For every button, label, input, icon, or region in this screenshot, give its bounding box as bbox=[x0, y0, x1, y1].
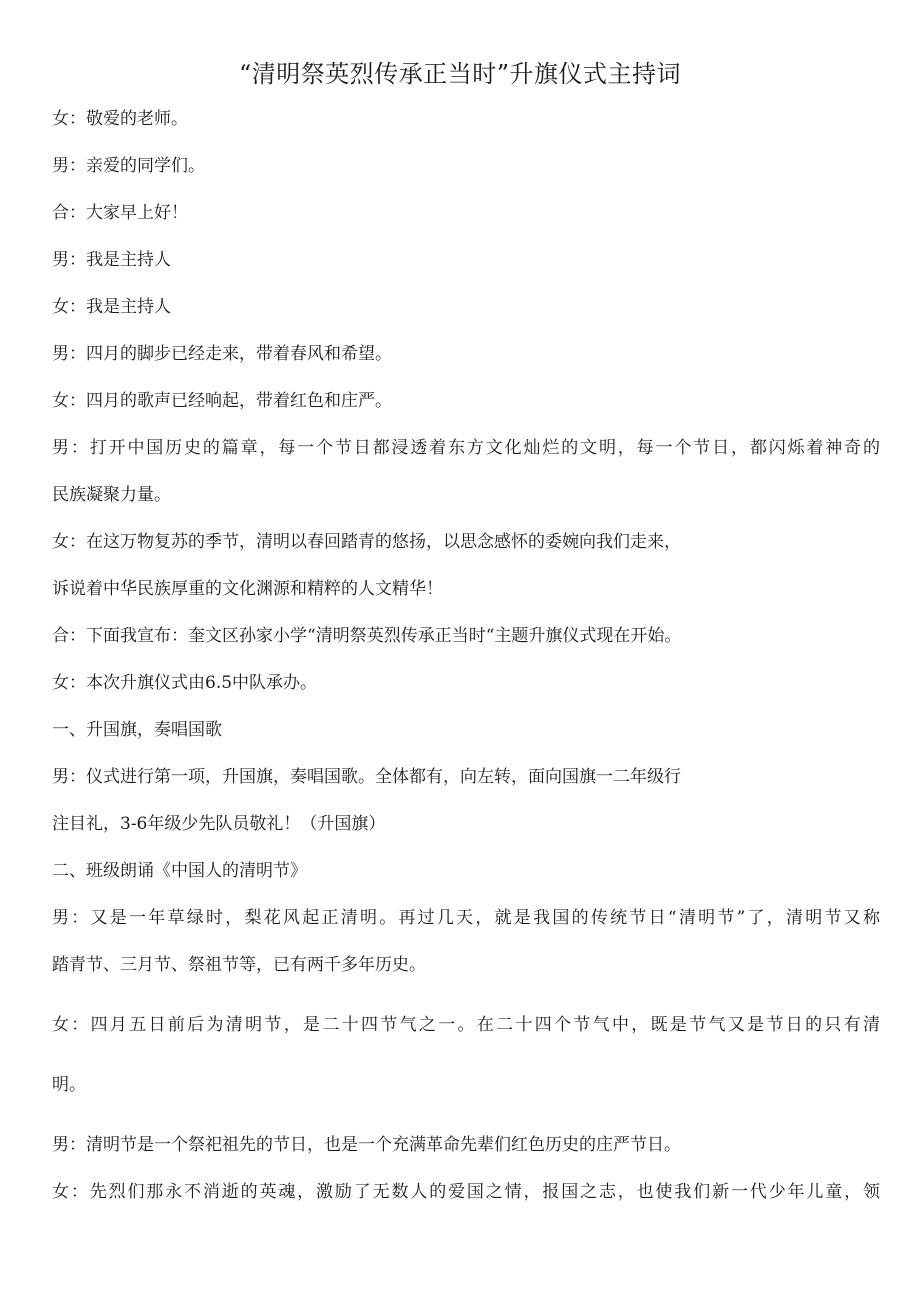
paragraph-line: 合：下面我宣布：奎文区孙家小学“清明祭英烈传承正当时“主题升旗仪式现在开始。 bbox=[52, 626, 682, 646]
document-body bbox=[52, 104, 880, 1224]
paragraph-line: 男：又是一年草绿时，梨花风起正清明。再过几天，就是我国的传统节日“清明节”了，清明节又称 bbox=[52, 908, 880, 928]
paragraph-line: 女：我是主持人 bbox=[52, 297, 171, 317]
paragraph-line: 合：大家早上好！ bbox=[52, 203, 188, 223]
paragraph-line: 女：四月五日前后为清明节，是二十四节气之一。在二十四个节气中，既是节气又是节日的只有清 bbox=[52, 1015, 880, 1035]
paragraph-line: 女：本次升旗仪式由6.5中队承办。 bbox=[52, 673, 318, 693]
paragraph-line: 民族凝聚力量。 bbox=[52, 485, 171, 505]
paragraph-line: 女：先烈们那永不消逝的英魂，激励了无数人的爱国之情，报国之志，也使我们新一代少年儿童，领 bbox=[52, 1182, 880, 1202]
paragraph-line: 女：在这万物复苏的季节，清明以春回踏青的悠扬，以思念感怀的委婉向我们走来， bbox=[52, 532, 681, 552]
paragraph-line: 诉说着中华民族厚重的文化渊源和精粹的人文精华！ bbox=[52, 579, 443, 599]
paragraph-line: 男：亲爱的同学们。 bbox=[52, 156, 205, 176]
section-heading: 一、升国旗，奏唱国歌 bbox=[52, 720, 222, 740]
paragraph-line: 男：我是主持人 bbox=[52, 250, 171, 270]
paragraph-line: 女：四月的歌声已经响起，带着红色和庄严。 bbox=[52, 391, 392, 411]
paragraph-line: 男：仪式进行第一项，升国旗，奏唱国歌。全体都有，向左转，面向国旗一二年级行 bbox=[52, 767, 681, 787]
paragraph-line: 男：四月的脚步已经走来，带着春风和希望。 bbox=[52, 344, 392, 364]
section-heading: 二、班级朗诵《中国人的清明节》 bbox=[52, 861, 307, 881]
paragraph-line: 女：敬爱的老师。 bbox=[52, 109, 188, 129]
document-title: “清明祭英烈传承正当时”升旗仪式主持词 bbox=[238, 60, 682, 88]
paragraph-line: 踏青节、三月节、祭祖节等，已有两千多年历史。 bbox=[52, 955, 426, 975]
paragraph-line: 男：打开中国历史的篇章，每一个节日都浸透着东方文化灿烂的文明，每一个节日，都闪烁着神奇的 bbox=[52, 438, 880, 458]
paragraph-line: 注目礼，3-6年级少先队员敬礼！（升国旗） bbox=[52, 814, 386, 834]
paragraph-line: 明。 bbox=[52, 1075, 86, 1095]
paragraph-line: 男：清明节是一个祭祀祖先的节日，也是一个充满革命先辈们红色历史的庄严节日。 bbox=[52, 1135, 681, 1155]
